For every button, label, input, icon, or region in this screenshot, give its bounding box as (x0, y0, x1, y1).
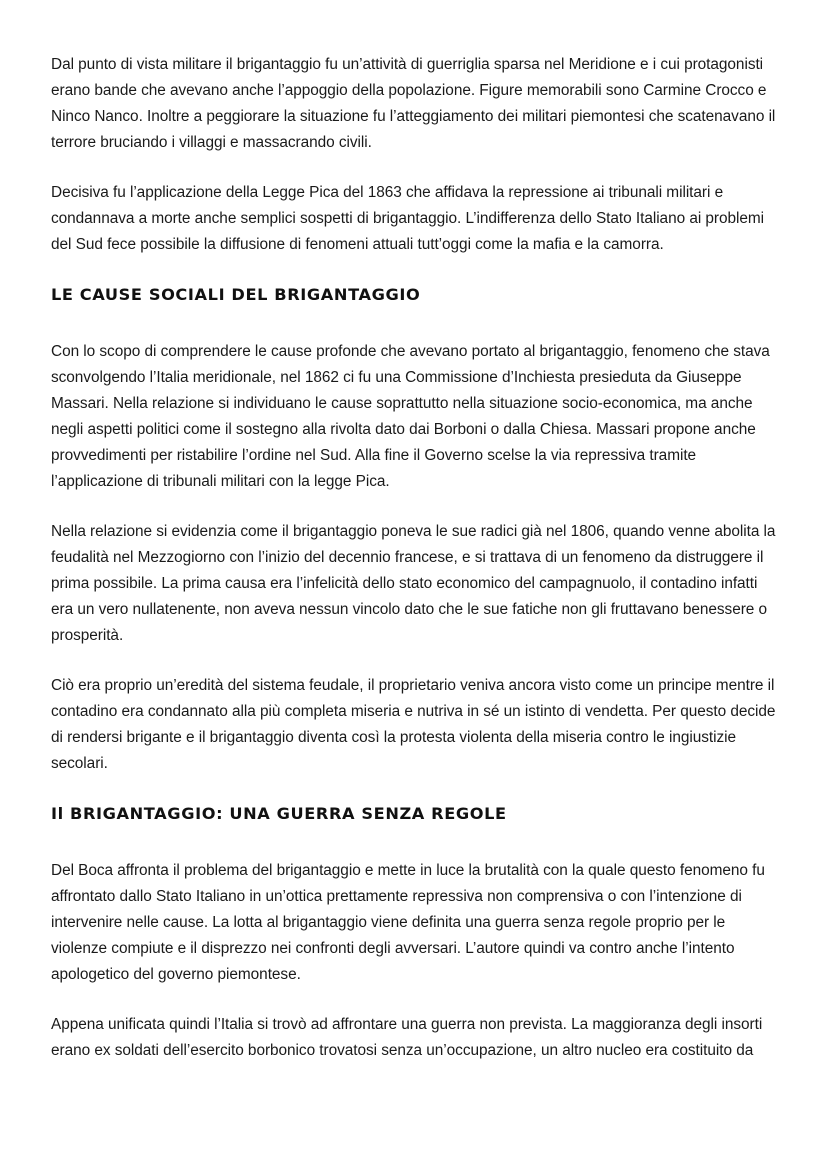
heading-cause-sociali: LE CAUSE SOCIALI DEL BRIGANTAGGIO (51, 285, 421, 304)
paragraph-unificazione: Appena unificata quindi l’Italia si trovò ad affrontare una guerra non prevista. La maggioranza degli insorti erano ex soldati dell’esercito borbonico trovatosi senza un’occupazione, un altro nucleo era costituito da (51, 1016, 763, 1059)
paragraph-eredita-feudale: Ciò era proprio un’eredità del sistema feudale, il proprietario veniva ancora visto come un principe mentre il contadino era condannato alla più completa miseria e nutriva in sé un istinto di vendetta. Per questo decide di rendersi brigante e il brigantaggio diventa così la protesta violenta della miseria contro le ingiustizie secolari. (51, 677, 776, 772)
document-page (51, 52, 776, 1064)
heading-guerra-senza-regole: Il BRIGANTAGGIO: UNA GUERRA SENZA REGOLE (51, 804, 507, 823)
paragraph-military-guerrilla: Dal punto di vista militare il brigantaggio fu un’attività di guerriglia sparsa nel Meridione e i cui protagonisti erano bande che avevano anche l’appoggio della popolazione. Figure memorabili sono Carmine Crocco e Ninco Nanco. Inoltre a peggiorare la situazione fu l’atteggiamento dei militari piemontesi che scatenavano il terrore bruciando i villaggi e massacrando civili. (51, 56, 776, 151)
paragraph-del-boca: Del Boca affronta il problema del brigantaggio e mette in luce la brutalità con la quale questo fenomeno fu affrontato dallo Stato Italiano in un’ottica prettamente repressiva non comprensiva o con l’intenzione di intervenire nelle cause. La lotta al brigantaggio viene definita una guerra senza regole proprio per le violenze compiute e il disprezzo nei confronti degli avversari. L’autore quindi va contro anche l’intento apologetico del governo piemontese. (51, 862, 765, 983)
paragraph-radici-1806: Nella relazione si evidenzia come il brigantaggio poneva le sue radici già nel 1806, quando venne abolita la feudalità nel Mezzogiorno con l’inizio del decennio francese, e si trattava di un fenomeno da distruggere il prima possibile. La prima causa era l’infelicità dello stato economico del campagnuolo, il contadino infatti era un vero nullatenente, non aveva nessun vincolo dato che le sue fatiche non gli fruttavano benessere o prosperità. (51, 523, 776, 644)
paragraph-legge-pica: Decisiva fu l’applicazione della Legge Pica del 1863 che affidava la repressione ai tribunali militari e condannava a morte anche semplici sospetti di brigantaggio. L’indifferenza dello Stato Italiano ai problemi del Sud fece possibile la diffusione di fenomeni attuali tutt’oggi come la mafia e la camorra. (51, 184, 765, 253)
paragraph-commissione-inchiesta: Con lo scopo di comprendere le cause profonde che avevano portato al brigantaggio, fenomeno che stava sconvolgendo l’Italia meridionale, nel 1862 ci fu una Commissione d’Inchiesta presieduta da Giuseppe Massari. Nella relazione si individuano le cause soprattutto nella situazione socio-economica, ma anche negli aspetti politici come il sostegno alla rivolta dato dai Borboni o dalla Chiesa. Massari propone anche provvedimenti per ristabilire l’ordine nel Sud. Alla fine il Governo scelse la via repressiva tramite l’applicazione di tribunali militari con la legge Pica. (51, 343, 770, 490)
